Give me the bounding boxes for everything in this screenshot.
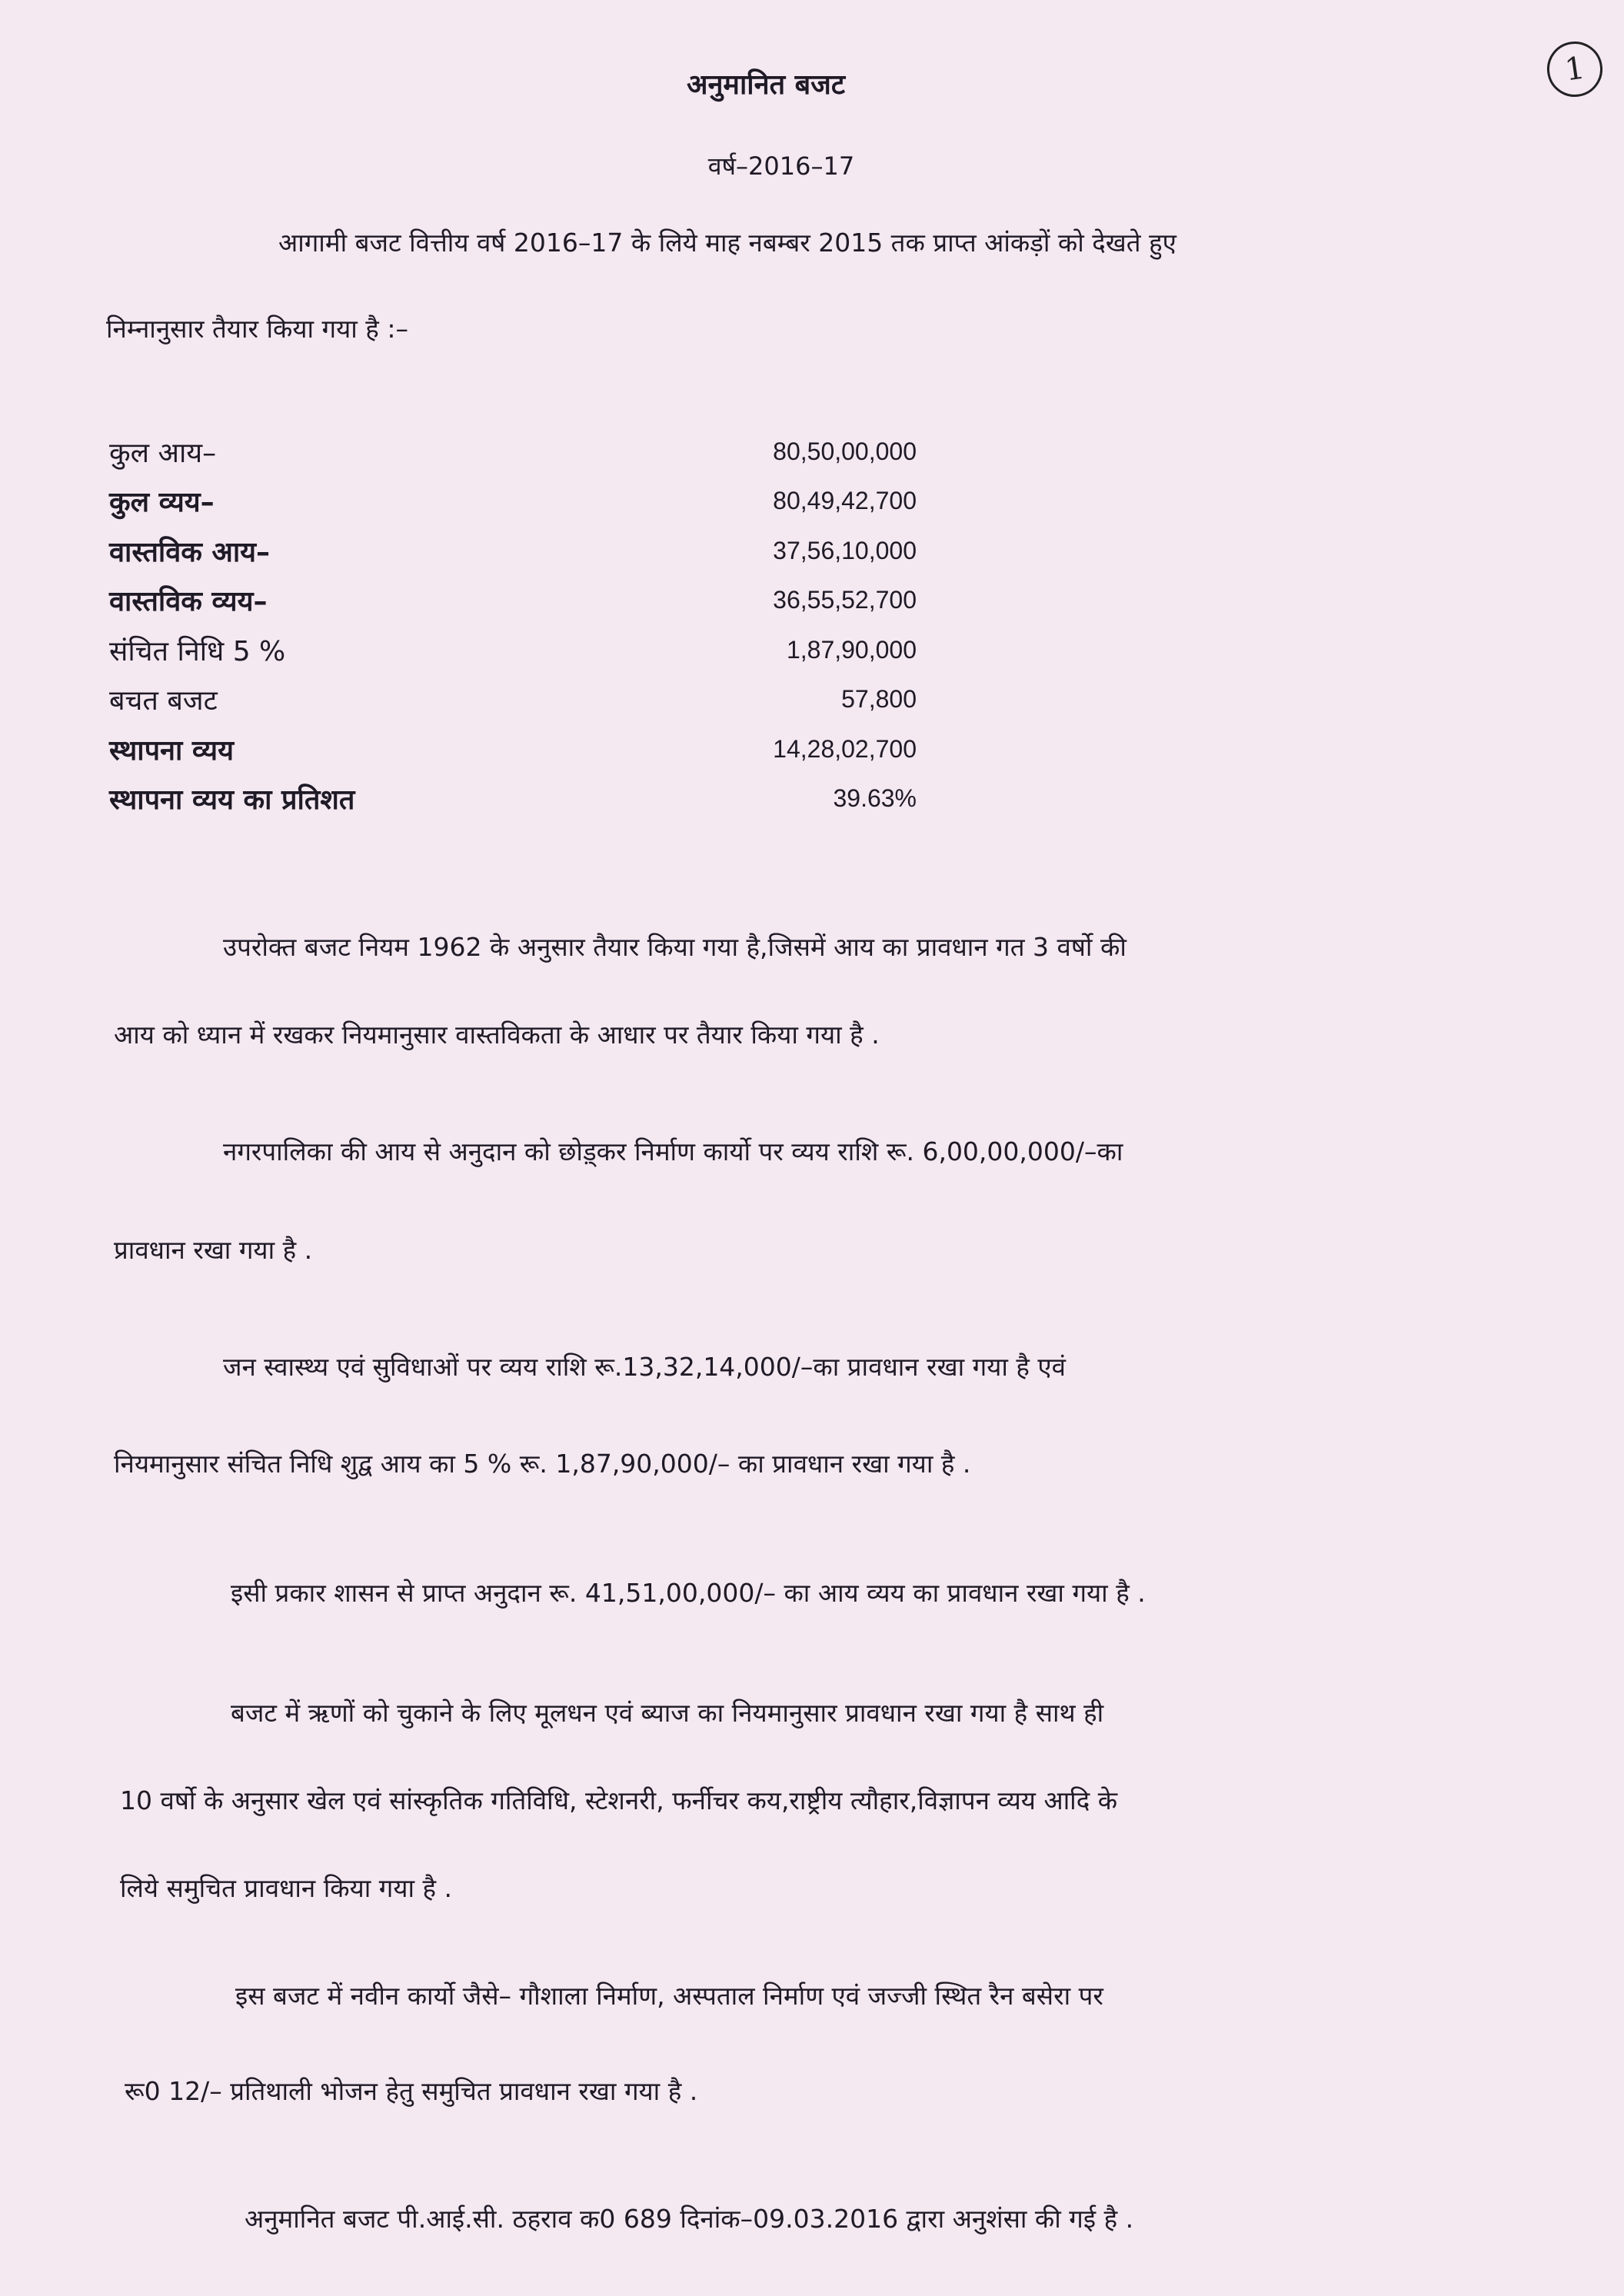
summary-row [109, 675, 917, 725]
paragraph-health-line-1: जन स्वास्थ्य एवं सुविधाओं पर व्यय राशि रू.13,32,14,000/–का प्रावधान रखा गया है एवं [223, 1352, 1066, 1382]
paragraph-construction-line-2: प्रावधान रखा गया है . [114, 1235, 313, 1265]
summary-label: संचित निधि 5 % [109, 635, 286, 667]
paragraph-approval-line-1: अनुमानित बजट पी.आई.सी. ठहराव क0 689 दिनांक–09.03.2016 द्वारा अनुशंसा की गई है . [245, 2204, 1134, 2234]
summary-label: कुल आय– [109, 437, 217, 469]
summary-value: 36,55,52,700 [773, 586, 917, 614]
summary-value: 14,28,02,700 [773, 734, 917, 763]
summary-row [109, 774, 917, 824]
page-number: 1 [1562, 50, 1587, 88]
paragraph-new-works-line-2: रू0 12/– प्रतिथाली भोजन हेतु समुचित प्रावधान रखा गया है . [125, 2076, 698, 2106]
paragraph-loans-line-1: बजट में ऋणों को चुकाने के लिए मूलधन एवं ब्याज का नियमानुसार प्रावधान रखा गया है साथ ही [231, 1698, 1104, 1728]
budget-year: वर्ष–2016–17 [707, 151, 855, 181]
budget-summary-table [109, 427, 917, 824]
paragraph-rules-line-1: उपरोक्त बजट नियम 1962 के अनुसार तैयार किया गया है,जिसमें आय का प्रावधान गत 3 वर्षो की [223, 932, 1126, 962]
summary-value: 80,50,00,000 [773, 437, 917, 465]
summary-row [109, 477, 917, 527]
summary-label: वास्तविक आय– [109, 536, 271, 568]
intro-line-1: आगामी बजट वित्तीय वर्ष 2016–17 के लिये माह नबम्बर 2015 तक प्राप्त आंकड़ों को देखते हुए [278, 228, 1176, 258]
summary-label: बचत बजट [109, 685, 218, 717]
summary-value: 1,87,90,000 [786, 635, 917, 664]
summary-value: 80,49,42,700 [773, 487, 917, 515]
paragraph-grants-line-1: इसी प्रकार शासन से प्राप्त अनुदान रू. 41,51,00,000/– का आय व्यय का प्रावधान रखा गया है . [231, 1578, 1146, 1608]
paragraph-loans-line-3: लिये समुचित प्रावधान किया गया है . [120, 1873, 453, 1903]
summary-row [109, 724, 917, 774]
document-title: अनुमानित बजट [686, 69, 846, 101]
summary-label: स्थापना व्यय का प्रतिशत [109, 784, 355, 817]
paragraph-construction-line-1: नगरपालिका की आय से अनुदान को छोड़्कर निर्माण कार्यो पर व्यय राशि रू. 6,00,00,000/–का [223, 1136, 1123, 1166]
paragraph-loans-line-2: 10 वर्षो के अनुसार खेल एवं सांस्कृतिक गतिविधि, स्टेशनरी, फर्नीचर कय,राष्ट्रीय त्यौहार,विज्ञापन व्यय आदि के [120, 1785, 1118, 1815]
summary-row [109, 625, 917, 675]
summary-row [109, 526, 917, 576]
paragraph-rules-line-2: आय को ध्यान में रखकर नियमानुसार वास्तविकता के आधार पर तैयार किया गया है . [114, 1020, 880, 1050]
summary-label: कुल व्यय– [109, 487, 215, 519]
paragraph-new-works-line-1: इस बजट में नवीन कार्यो जैसे– गौशाला निर्माण, अस्पताल निर्माण एवं जज्जी स्थित रैन बसेरा पर [235, 1981, 1103, 2011]
summary-value: 37,56,10,000 [773, 536, 917, 564]
intro-line-2: निम्नानुसार तैयार किया गया है :– [106, 314, 408, 344]
paragraph-health-line-2: नियमानुसार संचित निधि शुद्व आय का 5 % रू. 1,87,90,000/– का प्रावधान रखा गया है . [114, 1449, 971, 1479]
summary-label: स्थापना व्यय [109, 734, 234, 767]
summary-value: 39.63% [833, 784, 917, 813]
summary-row [109, 427, 917, 477]
summary-row [109, 576, 917, 626]
summary-label: वास्तविक व्यय– [109, 586, 268, 618]
summary-value: 57,800 [841, 685, 917, 714]
